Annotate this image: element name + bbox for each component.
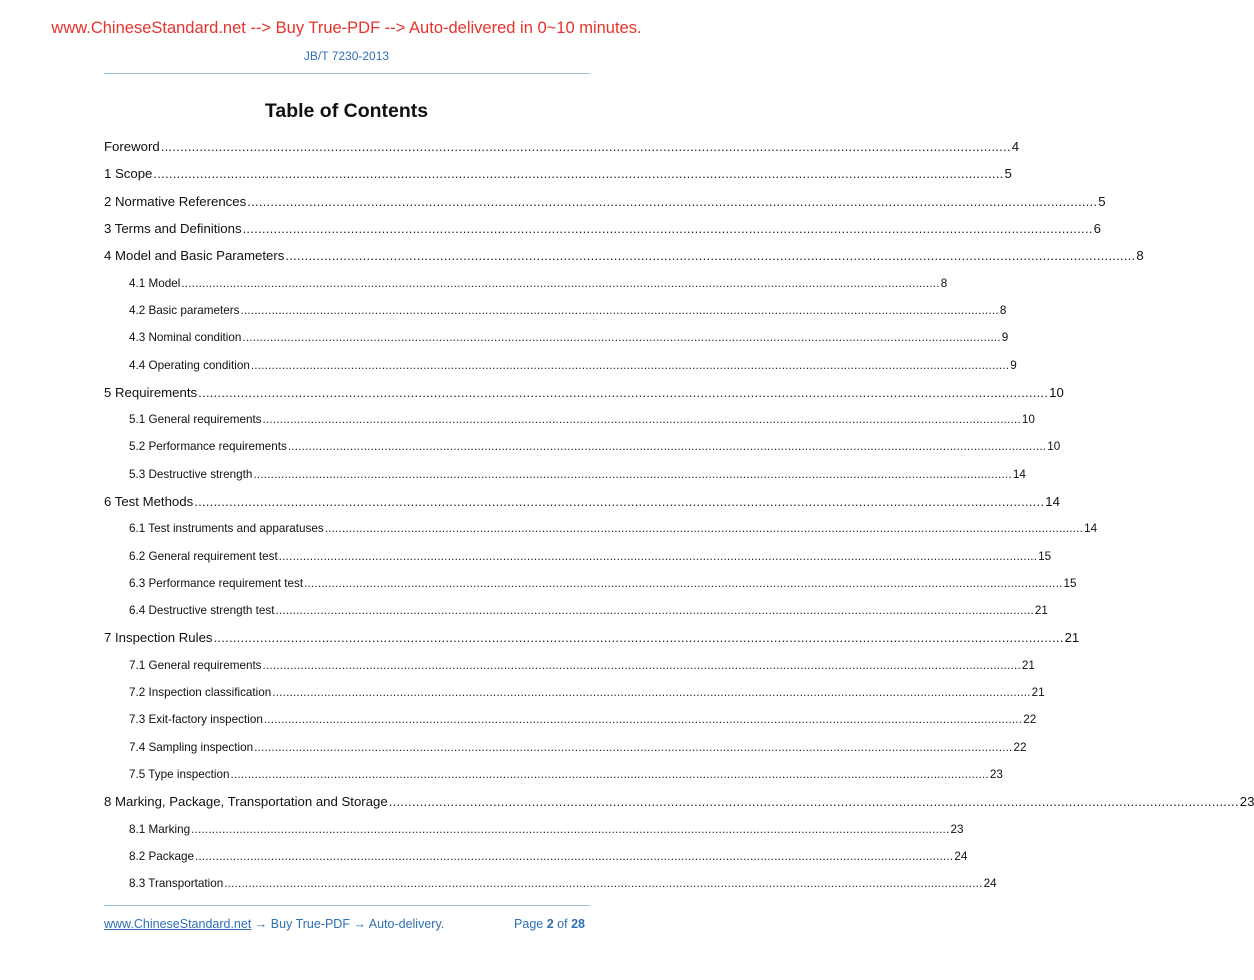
toc-subsection-entry[interactable] bbox=[104, 515, 1098, 542]
header-divider bbox=[104, 73, 590, 74]
toc-entry-page: 15 bbox=[1063, 576, 1077, 590]
toc-entry-page: 21 bbox=[1021, 658, 1035, 672]
toc-dot-leader: ............................................................................................................................................................................................................................ bbox=[153, 166, 1004, 182]
table-of-contents bbox=[104, 133, 1254, 897]
toc-dot-leader: ............................................................................................................................................................................................................................ bbox=[160, 139, 1011, 155]
toc-entry-title: 4.3 Nominal condition bbox=[129, 331, 242, 345]
toc-dot-leader: ............................................................................................................................................................................................................................ bbox=[278, 549, 1038, 563]
toc-dot-leader: ............................................................................................................................................................................................................................ bbox=[250, 358, 1010, 372]
toc-section-entry[interactable] bbox=[104, 379, 1064, 406]
toc-dot-leader: ............................................................................................................................................................................................................................ bbox=[304, 576, 1063, 590]
page-label: Page bbox=[514, 917, 544, 931]
toc-dot-leader: ............................................................................................................................................................................................................................ bbox=[275, 604, 1034, 618]
toc-entry-page: 15 bbox=[1038, 549, 1052, 563]
promo-banner-link[interactable]: www.ChineseStandard.net --> Buy True-PDF --> Auto-delivered in 0~10 minutes. bbox=[51, 19, 642, 37]
toc-entry-page: 9 bbox=[1001, 331, 1009, 345]
toc-subsection-entry[interactable] bbox=[104, 706, 1037, 733]
toc-dot-leader: ............................................................................................................................................................................................................................ bbox=[198, 384, 1049, 400]
page-current: 2 bbox=[546, 917, 554, 931]
toc-dot-leader: ............................................................................................................................................................................................................................ bbox=[254, 740, 1013, 754]
toc-entry-title: 2 Normative References bbox=[104, 193, 247, 209]
toc-dot-leader: ............................................................................................................................................................................................................................ bbox=[287, 440, 1047, 454]
footer-buy-text: Buy True-PDF bbox=[270, 917, 350, 931]
toc-section-entry[interactable] bbox=[104, 215, 1101, 242]
toc-entry-page: 14 bbox=[1045, 494, 1060, 509]
toc-entry-title: 6.2 General requirement test bbox=[129, 549, 278, 563]
toc-dot-leader: ............................................................................................................................................................................................................................ bbox=[388, 794, 1239, 810]
toc-subsection-entry[interactable] bbox=[104, 297, 1007, 324]
footer-site-link[interactable]: www.ChineseStandard.net bbox=[104, 917, 252, 931]
toc-entry-title: 7.5 Type inspection bbox=[129, 767, 230, 781]
toc-dot-leader: ............................................................................................................................................................................................................................ bbox=[262, 658, 1021, 672]
toc-entry-title: 8.3 Transportation bbox=[129, 877, 224, 891]
toc-dot-leader: ............................................................................................................................................................................................................................ bbox=[247, 193, 1098, 209]
toc-subsection-entry[interactable] bbox=[104, 570, 1077, 597]
toc-entry-title: 5.2 Performance requirements bbox=[129, 440, 287, 454]
toc-entry-page: 5 bbox=[1098, 193, 1106, 209]
toc-dot-leader: ............................................................................................................................................................................................................................ bbox=[194, 849, 954, 863]
toc-dot-leader: ............................................................................................................................................................................................................................ bbox=[263, 713, 1023, 727]
toc-entry-page: 5 bbox=[1004, 166, 1012, 182]
toc-subsection-entry[interactable] bbox=[104, 406, 1035, 433]
toc-subsection-entry[interactable] bbox=[104, 761, 1003, 788]
toc-section-entry[interactable] bbox=[104, 133, 1020, 160]
toc-entry-page: 10 bbox=[1049, 384, 1064, 400]
standard-code-header: JB/T 7230-2013 bbox=[303, 49, 390, 63]
toc-dot-leader: ............................................................................................................................................................................................................................ bbox=[242, 331, 1001, 345]
toc-dot-leader: ............................................................................................................................................................................................................................ bbox=[285, 248, 1136, 264]
toc-entry-page: 24 bbox=[954, 849, 968, 863]
toc-dot-leader: ............................................................................................................................................................................................................................ bbox=[253, 467, 1012, 481]
toc-entry-page: 6 bbox=[1093, 221, 1101, 237]
toc-entry-page: 10 bbox=[1021, 413, 1035, 427]
toc-entry-title: 4.4 Operating condition bbox=[129, 358, 250, 372]
toc-subsection-entry[interactable] bbox=[104, 734, 1027, 761]
toc-entry-page: 8 bbox=[940, 276, 948, 290]
toc-entry-title: 7.3 Exit-factory inspection bbox=[129, 713, 263, 727]
toc-dot-leader: ............................................................................................................................................................................................................................ bbox=[191, 822, 950, 836]
toc-subsection-entry[interactable] bbox=[104, 324, 1009, 351]
footer-delivery-text: Auto-delivery. bbox=[368, 917, 445, 931]
toc-dot-leader: ............................................................................................................................................................................................................................ bbox=[224, 877, 983, 891]
toc-title: Table of Contents bbox=[264, 100, 429, 122]
toc-subsection-entry[interactable] bbox=[104, 870, 997, 897]
toc-section-entry[interactable] bbox=[104, 242, 1144, 269]
toc-subsection-entry[interactable] bbox=[104, 815, 964, 842]
toc-entry-page: 21 bbox=[1064, 630, 1080, 646]
toc-dot-leader: ............................................................................................................................................................................................................................ bbox=[324, 522, 1084, 536]
toc-section-entry[interactable] bbox=[104, 624, 1080, 651]
toc-entry-page: 4 bbox=[1011, 139, 1020, 155]
toc-entry-title: 4.2 Basic parameters bbox=[129, 303, 240, 317]
toc-entry-title: 1 Scope bbox=[104, 166, 153, 182]
toc-entry-page: 21 bbox=[1031, 686, 1045, 700]
toc-entry-title: 4 Model and Basic Parameters bbox=[104, 248, 285, 264]
toc-section-entry[interactable] bbox=[104, 488, 1060, 515]
toc-dot-leader: ............................................................................................................................................................................................................................ bbox=[240, 303, 999, 317]
toc-subsection-entry[interactable] bbox=[104, 351, 1017, 378]
toc-entry-title: 8 Marking, Package, Transportation and Storage bbox=[104, 794, 388, 810]
page-number bbox=[514, 917, 585, 931]
toc-dot-leader: ............................................................................................................................................................................................................................ bbox=[262, 413, 1021, 427]
toc-entry-title: 7 Inspection Rules bbox=[104, 630, 213, 646]
toc-entry-title: Foreword bbox=[104, 139, 160, 155]
toc-entry-title: 5.3 Destructive strength bbox=[129, 467, 253, 481]
toc-entry-title: 7.1 General requirements bbox=[129, 658, 262, 672]
arrow-right-icon: → bbox=[353, 917, 366, 931]
toc-entry-title: 6.1 Test instruments and apparatuses bbox=[129, 522, 324, 536]
toc-entry-title: 6 Test Methods bbox=[104, 494, 194, 509]
toc-entry-title: 8.1 Marking bbox=[129, 822, 191, 836]
footer-promo bbox=[104, 917, 444, 931]
page-total: 28 bbox=[571, 917, 585, 931]
toc-entry-title: 6.4 Destructive strength test bbox=[129, 604, 275, 618]
toc-subsection-entry[interactable] bbox=[104, 433, 1061, 460]
toc-entry-title: 5 Requirements bbox=[104, 384, 198, 400]
toc-dot-leader: ............................................................................................................................................................................................................................ bbox=[194, 494, 1045, 509]
toc-entry-page: 22 bbox=[1023, 713, 1037, 727]
toc-subsection-entry[interactable] bbox=[104, 679, 1045, 706]
toc-entry-title: 4.1 Model bbox=[129, 276, 181, 290]
toc-entry-page: 21 bbox=[1034, 604, 1048, 618]
toc-dot-leader: ............................................................................................................................................................................................................................ bbox=[230, 767, 989, 781]
footer-divider bbox=[104, 905, 590, 906]
toc-entry-page: 8 bbox=[1136, 248, 1144, 264]
toc-entry-page: 22 bbox=[1013, 740, 1027, 754]
toc-dot-leader: ............................................................................................................................................................................................................................ bbox=[242, 221, 1093, 237]
toc-dot-leader: ............................................................................................................................................................................................................................ bbox=[272, 686, 1031, 700]
toc-subsection-entry[interactable] bbox=[104, 461, 1026, 488]
toc-dot-leader: ............................................................................................................................................................................................................................ bbox=[181, 276, 940, 290]
toc-entry-title: 3 Terms and Definitions bbox=[104, 221, 242, 237]
toc-subsection-entry[interactable] bbox=[104, 542, 1052, 569]
toc-entry-page: 23 bbox=[989, 767, 1003, 781]
toc-subsection-entry[interactable] bbox=[104, 843, 968, 870]
toc-entry-title: 7.4 Sampling inspection bbox=[129, 740, 254, 754]
toc-subsection-entry[interactable] bbox=[104, 652, 1035, 679]
toc-section-entry[interactable] bbox=[104, 160, 1012, 187]
toc-entry-page: 23 bbox=[950, 822, 964, 836]
toc-entry-page: 23 bbox=[1239, 794, 1254, 810]
toc-entry-title: 7.2 Inspection classification bbox=[129, 686, 272, 700]
toc-entry-page: 9 bbox=[1010, 358, 1017, 372]
toc-entry-page: 10 bbox=[1047, 440, 1061, 454]
toc-entry-page: 14 bbox=[1012, 467, 1026, 481]
toc-entry-title: 5.1 General requirements bbox=[129, 413, 262, 427]
toc-dot-leader: ............................................................................................................................................................................................................................ bbox=[213, 630, 1064, 646]
toc-entry-title: 8.2 Package bbox=[129, 849, 194, 863]
toc-subsection-entry[interactable] bbox=[104, 269, 948, 296]
toc-entry-page: 24 bbox=[983, 877, 997, 891]
toc-subsection-entry[interactable] bbox=[104, 597, 1048, 624]
toc-entry-page: 8 bbox=[999, 303, 1007, 317]
toc-section-entry[interactable] bbox=[104, 188, 1106, 215]
arrow-right-icon: → bbox=[254, 917, 268, 931]
toc-entry-title: 6.3 Performance requirement test bbox=[129, 576, 304, 590]
of-label: of bbox=[557, 917, 568, 931]
toc-section-entry[interactable] bbox=[104, 788, 1254, 815]
toc-entry-page: 14 bbox=[1084, 522, 1098, 536]
